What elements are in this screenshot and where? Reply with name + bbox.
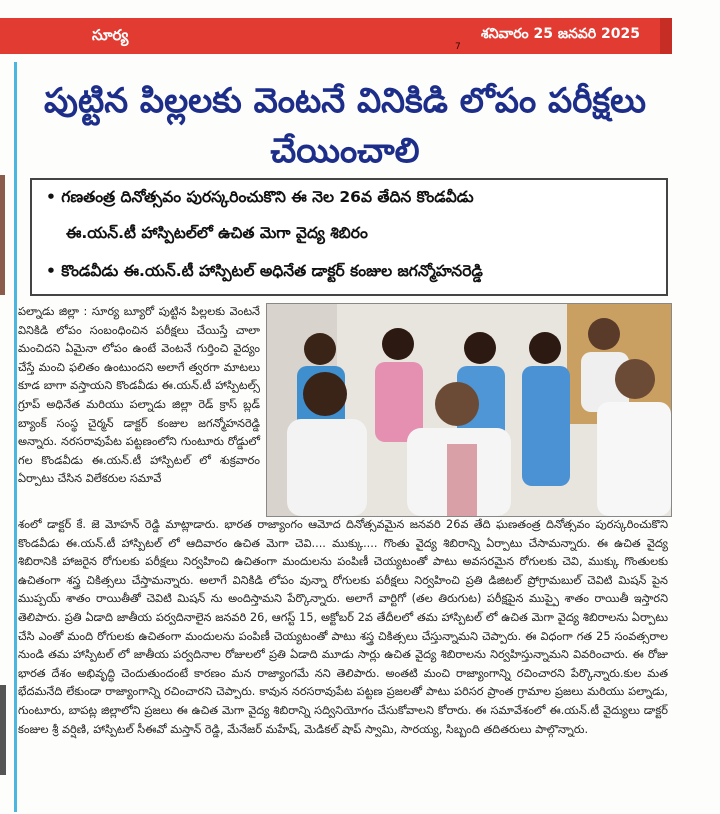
masthead-bar <box>0 18 672 54</box>
masthead-cap <box>660 18 672 54</box>
highlights-box <box>30 178 668 296</box>
page-number: 7 <box>455 42 461 52</box>
article-body: శంలో డాక్టర్ కే. జె మోహన్ రెడ్డి మాట్లాడారు. భారత రాజ్యాంగం ఆమోద దినోత్సవమైన జనవరి 26వ తేది ఘణతంత్ర దినోత్సవం పురస్కరించుకొని కొండవీడు ఈ.యన్.టీ హాస్పిటల్ లో ఆదివారం ఉచిత మెగా చెవి.... ముక్కు.... గొంతు వైద్య శిబిరాన్ని ఏర్పాటు చేసామన్నారు. ఈ ఉచిత వైద్య శిబిరానికి హాజరైన రోగులకు పరీక్షలు నిర్వహించి ఉచితంగా మందులను పంపిణీ చెయ్యటంతో పాటు అవసరమైన రోగులకు చెవి, ముక్కు గొంతులకు ఉచితంగా శస్త్ర చికిత్సలు చేస్తామన్నారు. అలాగే వినికిడి లోపం వున్నా రోగులకు పరీక్షలు నిర్వహించి ప్రతి డిజిటల్ ప్రోగ్రామబుల్ చెవిటి మిషన్ పైన ముప్పయ్ శాతం రాయితీతో చెవిటి మిషన్ ను అందిస్తామని పేర్కొన్నారు. అలాగే వార్టిగో (తల తిరుగుట) పరీక్షపైన ముప్పై శాతం రాయితీ ఇస్తారని తెలిపారు. ప్రతి ఏడాది జాతీయ పర్వదినాలైన జనవరి 26, ఆగస్ట్ 15, అక్టోబర్ 2వ తేదీలలో తమ హాస్పిటల్ లో ఉచిత మెగా వైద్య శిబిరాలను ఏర్పాటు చేసి ఎంతో మంది రోగులకు ఉచితంగా మందులను పంపిణీ చెయ్యటంతో పాటు శస్త్ర చికిత్సలు చేస్తున్నామని చెప్పారు. ఈ విధంగా గత 25 సంవత్సరాల నుండి తమ హాస్పిటల్ లో జాతీయ పర్వదినాల రోజులలో ప్రతి ఏడాది మూడు సార్లు ఉచిత వైద్య శిబిరాలను నిర్వహిస్తున్నామని వివరించారు. ఈ రోజు భారత దేశం అభివృద్ధి చెందుతుందంటే కారణం మన రాజ్యాంగమే నని తెలిపారు. అంతటి మంచి రాజ్యాంగాన్ని రచించారని పేర్కొన్నారు.కుల మత భేదమనేది లేకుండా రాజ్యాంగాన్ని రచించారని చెప్పారు. కావున నరసరావుపేట పట్టణ ప్రజలతో పాటు పరిసర ప్రాంత గ్రామాల ప్రజలు మరియు పల్నాడు, గుంటూరు, బాపట్ల జిల్లాలోని ప్రజలు ఈ ఉచిత మెగా వైద్య శిబిరాన్ని సద్వినియోగం చేసుకోవాలని కోరారు. ఈ సమావేశంలో ఈ.యన్.టీ వైద్యులు డాక్టర్ కంజుల శ్రీ వర్షిణి, హాస్పిటల్ సీఈవో మస్తాన్ రెడ్డి, మేనేజర్ మహేష్, మెడికల్ షాప్ స్వామి, సారయ్య, సిబ్బంది తదితరులు పాల్గొన్నారు. <box>18 518 668 736</box>
issue-date: శనివారం 25 జనవరి 2025 <box>481 26 640 42</box>
group-photo <box>266 303 672 517</box>
adjacent-article-strip <box>0 175 5 295</box>
highlight-item: • కొండవీడు ఈ.యన్.టీ హాస్పిటల్ అధినేత డాక్టర్ కంజుల జగన్మోహనరెడ్డి <box>46 262 483 280</box>
highlight-item: ఈ.యన్.టీ హాస్పిటల్‌లో ఉచిత మెగా వైద్య శిబిరం <box>66 224 368 242</box>
newspaper-name: సూర్య <box>92 26 129 44</box>
article-column: పల్నాడు జిల్లా : సూర్య బ్యూరో పుట్టిన పిల్లలకు వెంటనే వినికిడి లోపం సంబంధించిన పరీక్షలు చేయిస్తే చాలా మంచిదని ఏమైనా లోపం ఉంటే వెంటనే గుర్తించి వైద్యం చేస్తే మంచి ఫలితం ఉంటుందని అలాగే త్వరగా మాటలు కూడ బాగా వస్తాయని కొండవీడు ఈ.యన్.టీ హాస్పిటల్స్ గ్రూప్ అధినేత మరియు పల్నాడు జిల్లా రెడ్ క్రాస్ బ్లడ్ బ్యాంక్ సంస్థ చైర్మన్ డాక్టర్ కంజుల జగన్మోహనరెడ్డి అన్నారు. నరసరావుపేట పట్టణంలోని గుంటూరు రోడ్డులో గల కొండవీడు ఈ.యన్.టీ హాస్పిటల్ లో శుక్రవారం ఏర్పాటు చేసిన విలేకరుల సమావే <box>18 305 260 486</box>
headline: పుట్టిన పిల్లలకు వెంటనే వినికిడి లోపం పరీక్షలు చేయించాలి <box>44 81 646 171</box>
highlight-item: • గణతంత్ర దినోత్సవం పురస్కరించుకొని ఈ నెల 26వ తేదిన కొండవీడు <box>46 188 474 206</box>
adjacent-article-strip <box>0 685 6 775</box>
